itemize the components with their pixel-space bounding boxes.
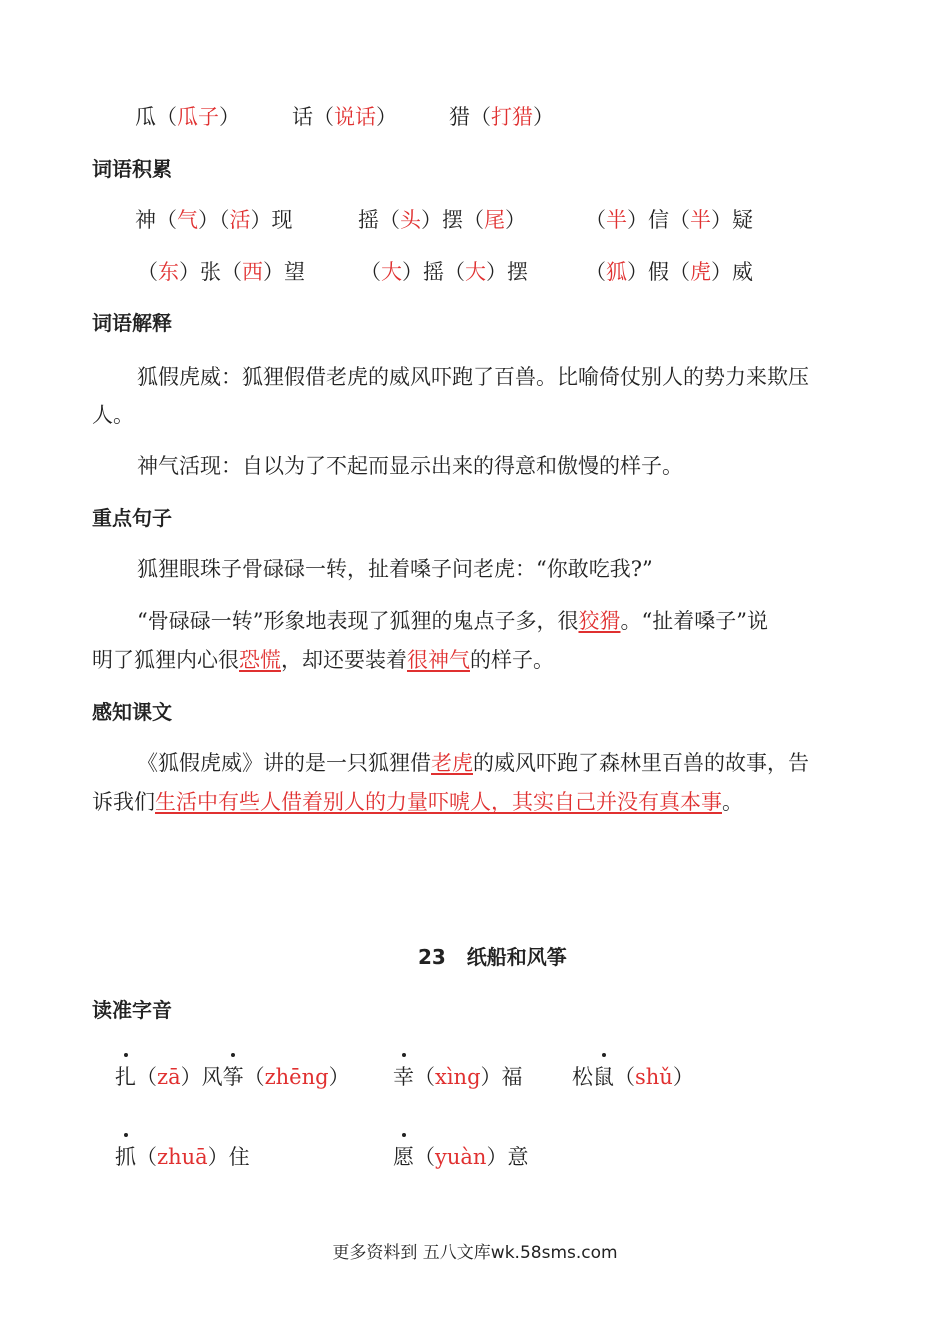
pron-item: 抓（zhuā）住 [115,1142,250,1172]
char-item: 瓜（瓜子） [135,105,240,129]
key-analysis-line-1: “骨碌碌一转”形象地表现了狐狸的鬼点子多，很狡猾。“扯着嗓子”说 [137,609,768,633]
pron-item: 愿（yuàn）意 [393,1142,528,1172]
heading-vocab: 词语积累 [92,157,172,181]
answer-underline: 生活中有些人借着别人的力量吓唬人，其实自己并没有真本事 [155,790,722,814]
dotted-char: 扎 [115,1062,136,1092]
heading-explain: 词语解释 [92,311,172,335]
dotted-char: 鼠 [593,1062,614,1092]
vocab-item: （狐）假（虎）威 [585,260,753,284]
pron-item: 幸（xìng）福 [393,1062,523,1092]
explain-1-line-2: 人。 [92,403,134,427]
answer-underline: 老虎 [431,751,473,775]
key-analysis-line-2: 明了狐狸内心很恐慌，却还要装着很神气的样子。 [92,648,554,672]
dotted-char: 抓 [115,1142,136,1172]
dotted-char: 幸 [393,1062,414,1092]
vocab-item: 摇（头）摆（尾） [358,208,526,232]
vocab-item: （大）摇（大）摆 [360,260,528,284]
pron-item: 扎（zā）风筝（zhēng） [115,1062,350,1092]
dotted-char: 愿 [393,1142,414,1172]
explain-2: 神气活现：自以为了不起而显示出来的得意和傲慢的样子。 [137,454,683,478]
pron-item: 松鼠（shǔ） [572,1062,694,1092]
vocab-item: 神（气）（活）现 [135,208,293,232]
answer-underline: 很神气 [407,648,470,672]
char-item: 猎（打猎） [449,105,554,129]
answer-underline: 恐慌 [239,648,281,672]
key-sentence: 狐狸眼珠子骨碌碌一转，扯着嗓子问老虎：“你敢吃我?” [137,557,653,581]
explain-1-line-1: 狐假虎威：狐狸假借老虎的威风吓跑了百兽。比喻倚仗别人的势力来欺压 [137,365,809,389]
heading-key-sentence: 重点句子 [92,506,172,530]
vocab-item: （东）张（西）望 [137,260,305,284]
lesson-title: 23 纸船和风筝 [418,945,567,969]
perceive-line-2: 诉我们生活中有些人借着别人的力量吓唬人，其实自己并没有真本事。 [92,790,743,814]
word-row-1 [135,102,554,132]
dotted-char: 筝 [223,1062,244,1092]
perceive-line-1: 《狐假虎威》讲的是一只狐狸借老虎的威风吓跑了森林里百兽的故事，告 [137,751,809,775]
heading-perceive: 感知课文 [92,700,172,724]
heading-pronunciation: 读准字音 [92,998,172,1022]
char-item: 话（说话） [292,105,397,129]
vocab-item: （半）信（半）疑 [585,208,753,232]
footer-link[interactable]: 更多资料到 五八文库wk.58sms.com [332,1243,618,1263]
answer-underline: 狡猾 [578,609,621,633]
